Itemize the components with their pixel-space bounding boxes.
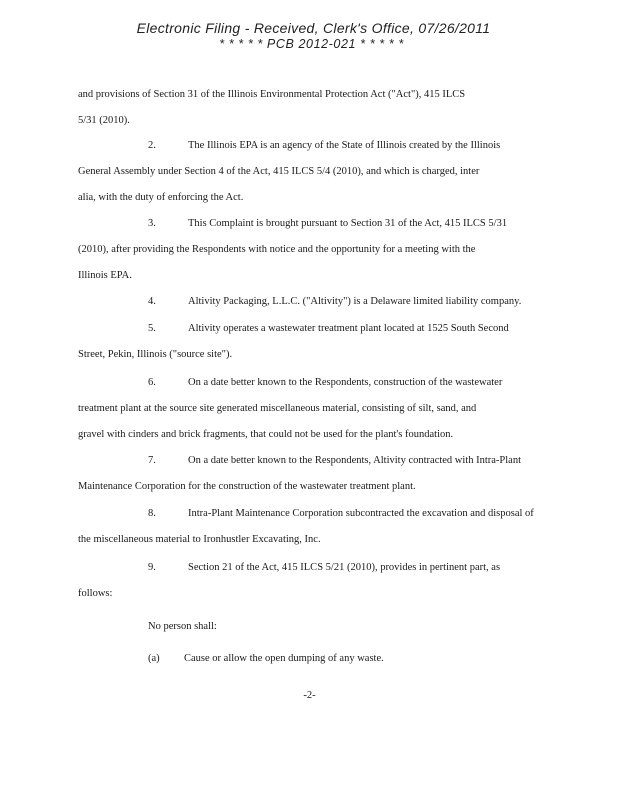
text-line: On a date better known to the Respondents, construction of the wastewater: [188, 377, 503, 388]
text-line: Intra-Plant Maintenance Corporation subcontracted the excavation and disposal of: [188, 508, 534, 519]
paragraph-5: [78, 316, 532, 368]
paragraph-6: [78, 370, 532, 448]
quote-intro: No person shall:: [148, 621, 217, 632]
paragraph-number: 3.: [148, 218, 156, 229]
text-line: This Complaint is brought pursuant to Section 31 of the Act, 415 ILCS 5/31: [188, 218, 508, 229]
text-line: the miscellaneous material to Ironhustler Excavating, Inc.: [78, 534, 321, 545]
text-line: alia, with the duty of enforcing the Act.: [78, 192, 244, 203]
paragraph-9: [78, 555, 532, 607]
paragraph-7: [78, 448, 532, 500]
text-line: Altivity Packaging, L.L.C. ("Altivity") is a Delaware limited liability company.: [188, 296, 522, 307]
paragraph-number: 9.: [148, 562, 156, 573]
text-line: General Assembly under Section 4 of the Act, 415 ILCS 5/4 (2010), and which is charged, inter: [78, 166, 480, 177]
text-line: 5/31 (2010).: [78, 115, 130, 126]
quote-item-label: (a): [148, 653, 160, 664]
text-line: Illinois EPA.: [78, 270, 132, 281]
text-line: and provisions of Section 31 of the Illinois Environmental Protection Act ("Act"), 415 ILCS: [78, 89, 466, 100]
text-line: (2010), after providing the Respondents with notice and the opportunity for a meeting with the: [78, 244, 476, 255]
text-line: gravel with cinders and brick fragments, that could not be used for the plant's foundation.: [78, 429, 454, 440]
text-line: Section 21 of the Act, 415 ILCS 5/21 (2010), provides in pertinent part, as: [188, 562, 501, 573]
paragraph-2: [78, 133, 532, 211]
text-line: The Illinois EPA is an agency of the State of Illinois created by the Illinois: [188, 140, 501, 151]
paragraph-number: 7.: [148, 455, 156, 466]
text-line: Altivity operates a wastewater treatment plant located at 1525 South Second: [188, 323, 509, 334]
paragraph-continuation: [78, 82, 532, 134]
quote-item-a: [148, 652, 384, 666]
quote-item-text: Cause or allow the open dumping of any waste.: [184, 653, 384, 664]
paragraph-8: [78, 501, 532, 553]
paragraph-number: 5.: [148, 323, 156, 334]
text-line: Street, Pekin, Illinois ("source site").: [78, 349, 233, 360]
text-line: Maintenance Corporation for the construction of the wastewater treatment plant.: [78, 481, 416, 492]
filing-stamp-header: [0, 20, 619, 52]
filing-stamp-line: Electronic Filing - Received, Clerk's Office, 07/26/2011: [136, 20, 491, 36]
case-number-line: * * * * * PCB 2012-021 * * * * *: [219, 37, 404, 51]
text-line: On a date better known to the Respondents, Altivity contracted with Intra-Plant: [188, 455, 522, 466]
text-line: treatment plant at the source site generated miscellaneous material, consisting of silt, sand, and: [78, 403, 477, 414]
paragraph-number: 4.: [148, 296, 156, 307]
page-number: -2-: [303, 690, 316, 701]
paragraph-3: [78, 211, 532, 289]
paragraph-4: [78, 289, 532, 315]
text-line: follows:: [78, 588, 113, 599]
paragraph-number: 2.: [148, 140, 156, 151]
paragraph-number: 8.: [148, 508, 156, 519]
paragraph-number: 6.: [148, 377, 156, 388]
